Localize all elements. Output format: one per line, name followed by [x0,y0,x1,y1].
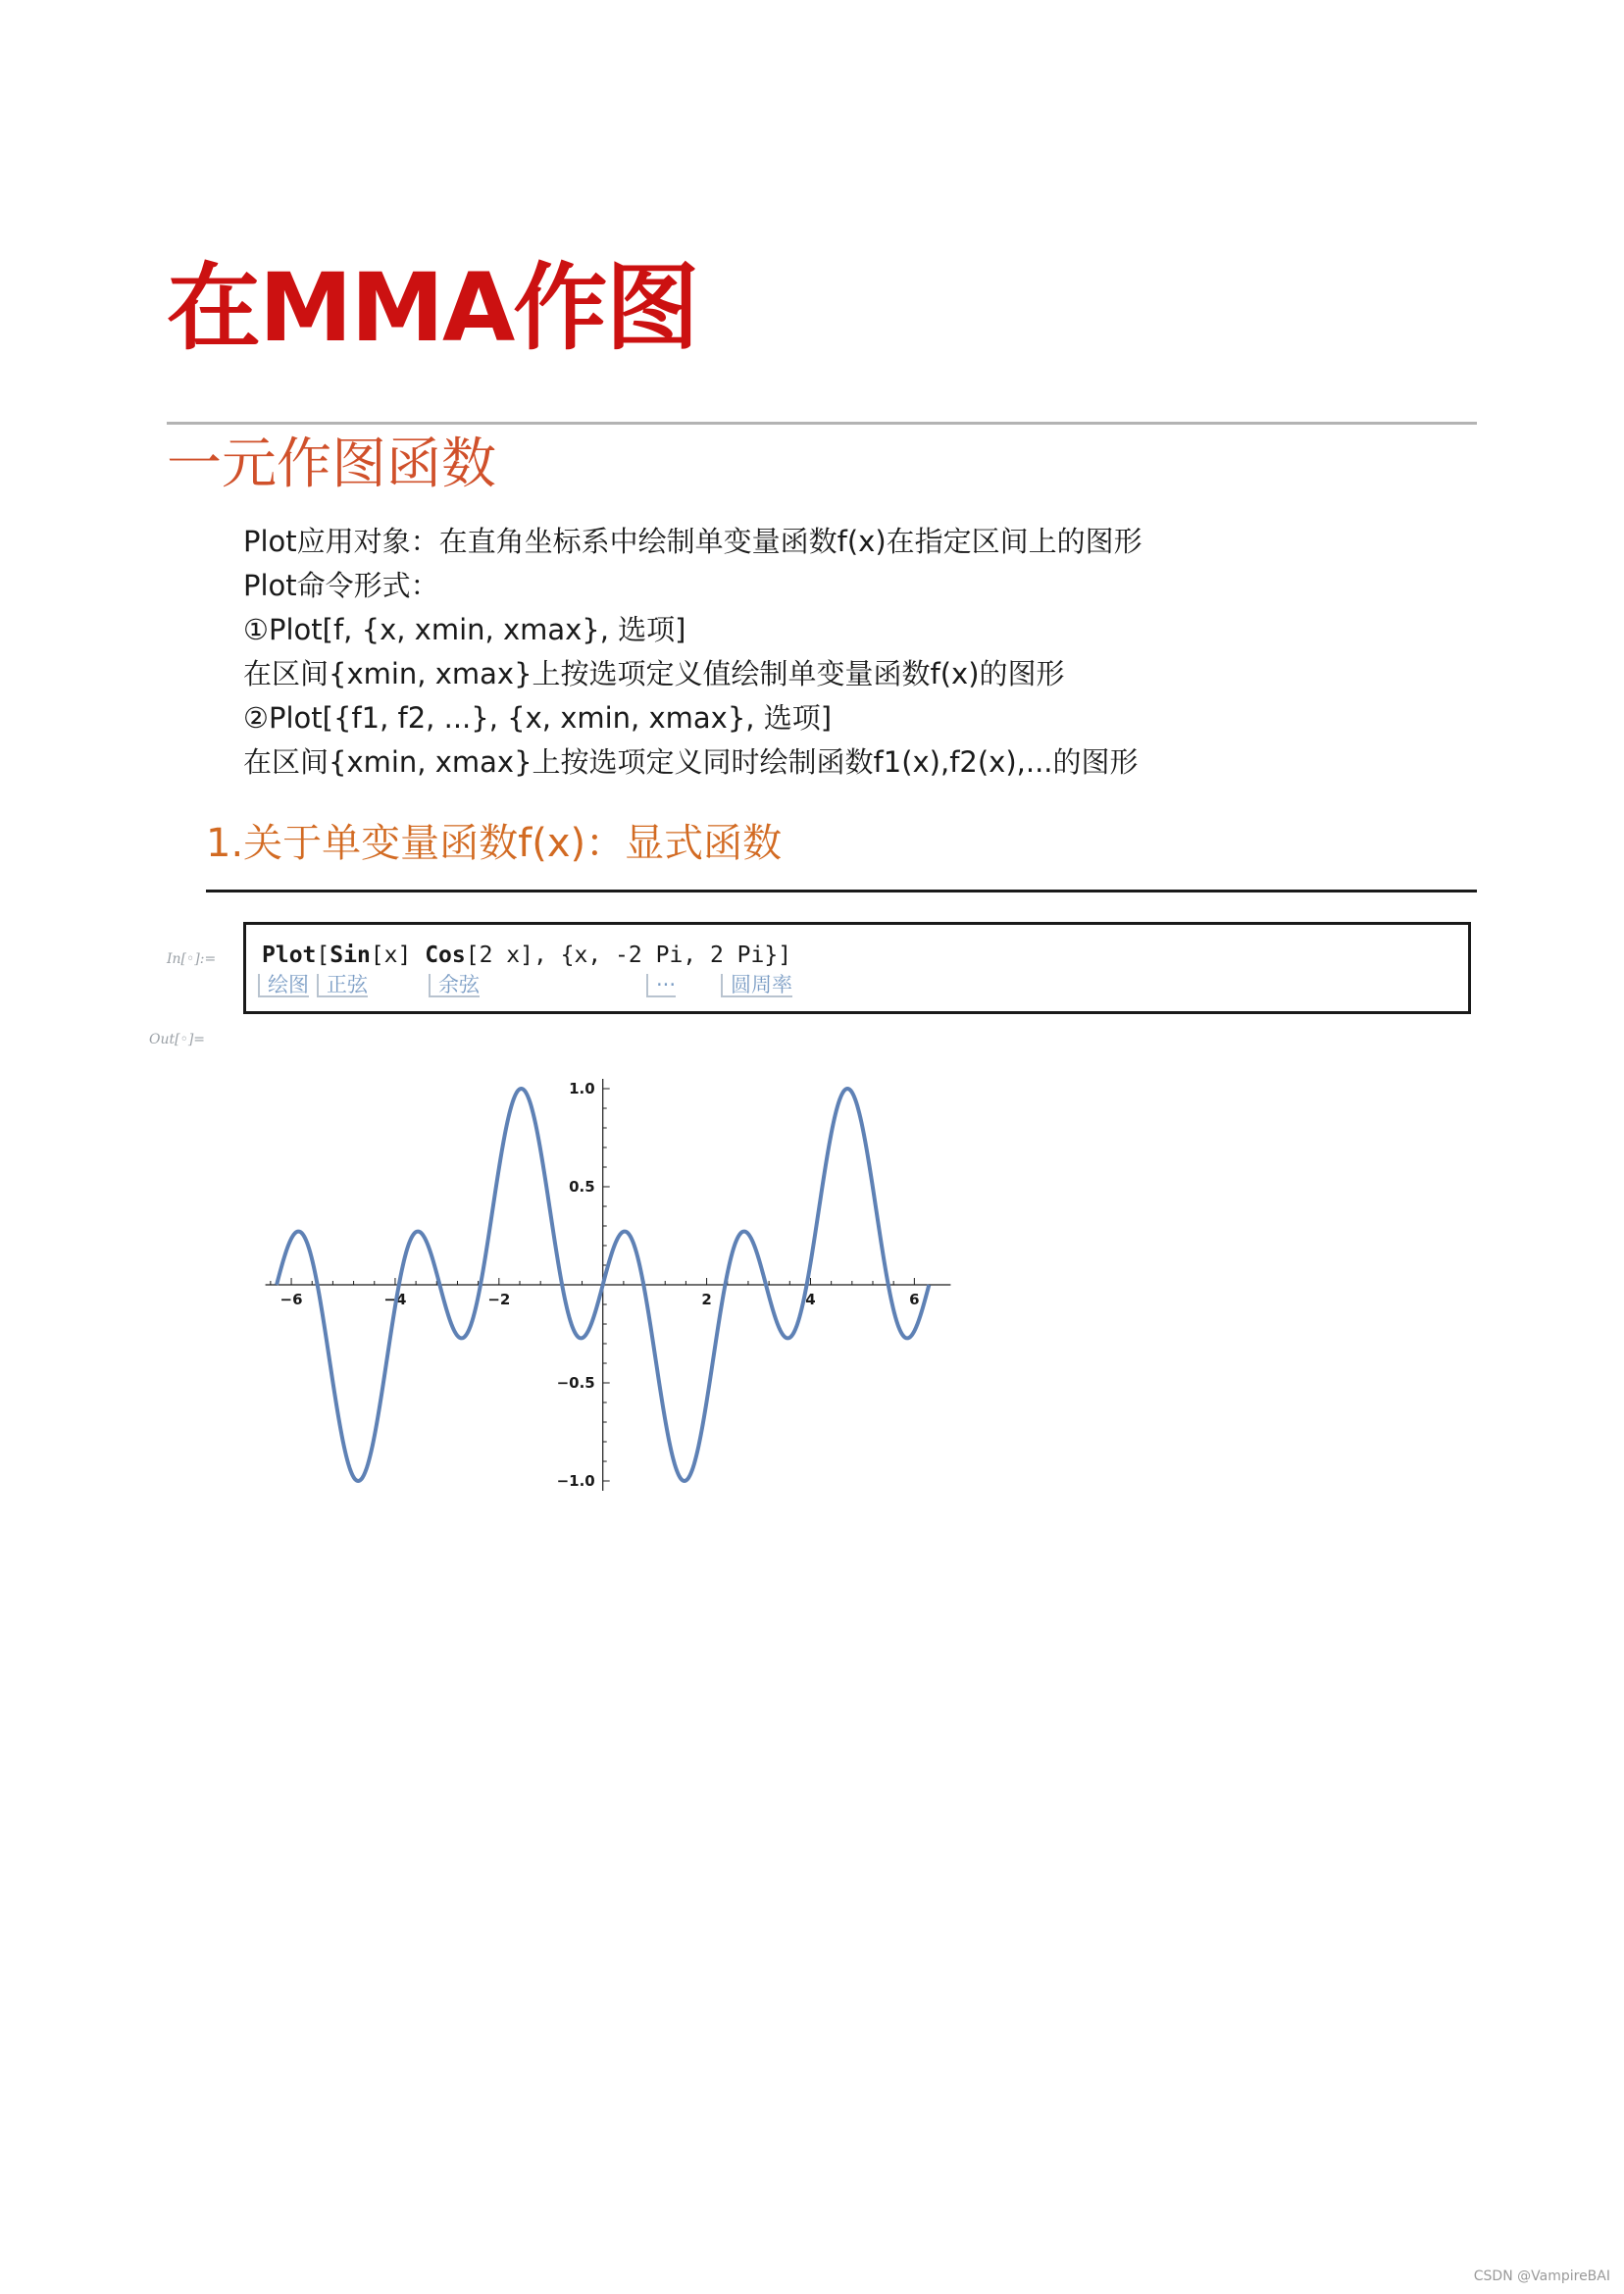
input-cell[interactable] [243,922,1471,1014]
code-plot: Plot [262,943,317,968]
y-tick-label: −0.5 [556,1374,595,1392]
x-tick-label: 2 [701,1291,712,1308]
x-tick-label: −2 [487,1291,511,1308]
x-axis-group [266,1278,951,1308]
section-heading: 一元作图函数 [167,433,496,496]
hint-pi[interactable]: 圆周率 [721,974,792,997]
x-tick-label: 6 [909,1291,920,1308]
page-title: 在MMA作图 [167,253,698,363]
body-line: Plot命令形式： [243,569,439,602]
y-tick-label: −1.0 [556,1472,595,1490]
plot-output [235,1049,981,1520]
subsection-heading: 1.关于单变量函数f(x)：显式函数 [206,821,783,866]
code-arg-x: [x] [370,943,426,968]
y-tick-label: 1.0 [569,1080,595,1097]
hint-sine[interactable]: 正弦 [317,974,368,997]
body-text [243,520,1142,785]
footer-watermark: CSDN @VampireBAI [1473,2269,1610,2284]
input-cell-label: In[◦]:= [167,951,217,967]
x-tick-label: −4 [383,1291,407,1308]
body-line: 在区间{xmin, xmax}上按选项定义同时绘制函数f1(x),f2(x),...的图形 [243,745,1139,779]
code-sin: Sin [330,943,371,968]
x-tick-label: 4 [805,1291,816,1308]
x-tick-label: −6 [279,1291,303,1308]
y-tick-label: 0.5 [569,1178,595,1196]
subsection-divider [206,890,1477,892]
hint-ellipsis[interactable]: ··· [646,974,676,997]
output-cell-label: Out[◦]= [149,1032,206,1047]
code-bracket: [ [316,943,330,968]
body-line: ②Plot[{f1, f2, ...}, {x, xmin, xmax}, 选项] [243,701,833,735]
body-line: Plot应用对象：在直角坐标系中绘制单变量函数f(x)在指定区间上的图形 [243,525,1142,558]
body-line: ①Plot[f, {x, xmin, xmax}, 选项] [243,613,686,646]
code-input[interactable] [262,943,791,968]
code-cos: Cos [425,943,466,968]
hint-cosine[interactable]: 余弦 [429,974,480,997]
title-divider [167,422,1477,425]
body-line: 在区间{xmin, xmax}上按选项定义值绘制单变量函数f(x)的图形 [243,657,1065,690]
code-args: [2 x], {x, -2 Pi, 2 Pi}] [465,943,792,968]
hint-plot[interactable]: 绘图 [258,974,309,997]
